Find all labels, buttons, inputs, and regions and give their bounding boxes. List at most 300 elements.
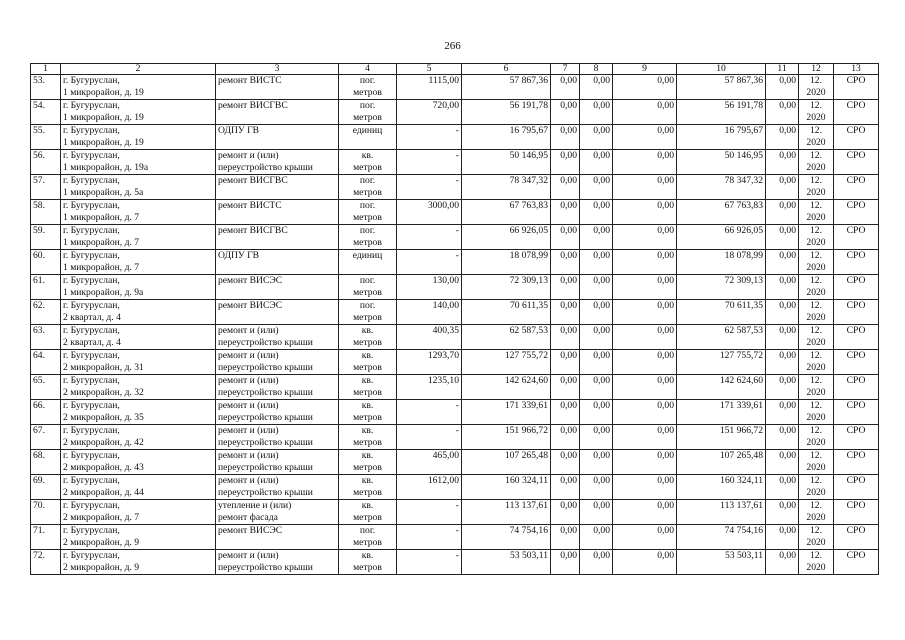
address-cell-line: 1 микрорайон, д. 7 — [63, 262, 140, 273]
col8-cell — [580, 425, 613, 450]
source-cell — [834, 300, 879, 325]
col9-cell — [613, 500, 677, 525]
quantity-cell-line: - — [455, 425, 459, 436]
unit-cell — [339, 275, 397, 300]
work-type-cell — [216, 450, 339, 475]
deadline-cell-line: 12. — [810, 75, 822, 86]
unit-cell-line: кв. — [361, 325, 374, 336]
total-cost-cell-line: 67 763,83 — [509, 200, 548, 211]
col9-cell-line: 0,00 — [657, 200, 674, 211]
total-cost-cell — [462, 525, 551, 550]
col10-cell — [677, 200, 766, 225]
deadline-cell — [799, 175, 834, 200]
unit-cell-line: метров — [353, 187, 382, 198]
quantity-cell — [397, 400, 462, 425]
address-cell-line: г. Бугуруслан, — [63, 375, 120, 386]
col10-cell-line: 78 347,32 — [724, 175, 763, 186]
col10-cell — [677, 225, 766, 250]
source-cell — [834, 450, 879, 475]
unit-cell — [339, 525, 397, 550]
col9-cell-line: 0,00 — [657, 175, 674, 186]
col8-cell-line: 0,00 — [593, 375, 610, 386]
address-cell-line: г. Бугуруслан, — [63, 125, 120, 136]
deadline-cell — [799, 300, 834, 325]
col11-cell — [766, 350, 799, 375]
col7-cell-line: 0,00 — [560, 250, 577, 261]
col7-cell — [551, 225, 580, 250]
unit-cell-line: пог. — [359, 200, 376, 211]
quantity-cell-line: - — [455, 550, 459, 561]
quantity-cell-line: 1293,70 — [427, 350, 459, 361]
address-cell — [61, 225, 216, 250]
address-cell — [61, 450, 216, 475]
address-cell — [61, 75, 216, 100]
unit-cell — [339, 475, 397, 500]
repair-register-table — [30, 63, 879, 575]
quantity-cell-line: - — [455, 125, 459, 136]
col8-cell-line: 0,00 — [593, 500, 610, 511]
deadline-cell-line: 12. — [810, 125, 822, 136]
col7-cell-line: 0,00 — [560, 500, 577, 511]
deadline-cell-line: 12. — [810, 175, 822, 186]
source-cell — [834, 200, 879, 225]
unit-cell-line: пог. — [359, 300, 376, 311]
row-number — [31, 550, 61, 575]
col9-cell-line: 0,00 — [657, 500, 674, 511]
unit-cell-line: пог. — [359, 225, 376, 236]
col11-cell-line: 0,00 — [779, 350, 796, 361]
deadline-cell — [799, 475, 834, 500]
address-cell-line: 2 микрорайон, д. 35 — [63, 412, 144, 423]
col11-cell — [766, 550, 799, 575]
col8-cell — [580, 475, 613, 500]
deadline-cell — [799, 500, 834, 525]
table-row — [31, 350, 879, 375]
quantity-cell — [397, 150, 462, 175]
deadline-cell — [799, 250, 834, 275]
address-cell — [61, 300, 216, 325]
work-type-cell-line: ремонт ВИСЭС — [218, 525, 283, 536]
work-type-cell-line: переустройство крыши — [218, 387, 313, 398]
work-type-cell-line: ремонт и (или) — [218, 325, 279, 336]
col10-cell — [677, 400, 766, 425]
row-number-line: 69. — [33, 475, 45, 486]
quantity-cell — [397, 525, 462, 550]
address-cell-line: 1 микрорайон, д. 19 — [63, 112, 144, 123]
work-type-cell — [216, 175, 339, 200]
deadline-cell-line: 2020 — [806, 162, 826, 173]
quantity-cell-line: 1115,00 — [428, 75, 459, 86]
unit-cell — [339, 325, 397, 350]
source-cell-line: СРО — [846, 550, 866, 561]
address-cell-line: г. Бугуруслан, — [63, 325, 120, 336]
unit-cell-line: метров — [353, 312, 382, 323]
col8-cell-line: 0,00 — [593, 400, 610, 411]
unit-cell — [339, 425, 397, 450]
col11-cell-line: 0,00 — [779, 325, 796, 336]
table-row — [31, 450, 879, 475]
address-cell — [61, 400, 216, 425]
col8-cell-line: 0,00 — [593, 200, 610, 211]
col10-cell — [677, 350, 766, 375]
deadline-cell — [799, 125, 834, 150]
address-cell — [61, 375, 216, 400]
table-row — [31, 175, 879, 200]
column-header-4: 4 — [339, 64, 397, 75]
col7-cell — [551, 500, 580, 525]
unit-cell — [339, 250, 397, 275]
column-number-row — [31, 64, 879, 75]
col11-cell-line: 0,00 — [779, 125, 796, 136]
total-cost-cell — [462, 325, 551, 350]
source-cell — [834, 525, 879, 550]
unit-cell-line: единиц — [352, 250, 383, 261]
col8-cell-line: 0,00 — [593, 225, 610, 236]
deadline-cell-line: 12. — [810, 325, 822, 336]
source-cell-line: СРО — [846, 100, 866, 111]
quantity-cell — [397, 225, 462, 250]
work-type-cell — [216, 525, 339, 550]
table-row — [31, 250, 879, 275]
col11-cell-line: 0,00 — [779, 500, 796, 511]
table-row — [31, 200, 879, 225]
col9-cell-line: 0,00 — [657, 225, 674, 236]
address-cell — [61, 425, 216, 450]
address-cell-line: г. Бугуруслан, — [63, 275, 120, 286]
col8-cell-line: 0,00 — [593, 450, 610, 461]
row-number — [31, 450, 61, 475]
work-type-cell — [216, 500, 339, 525]
col10-cell — [677, 500, 766, 525]
source-cell-line: СРО — [846, 200, 866, 211]
total-cost-cell-line: 160 324,11 — [505, 475, 548, 486]
quantity-cell — [397, 375, 462, 400]
table-row — [31, 525, 879, 550]
col7-cell — [551, 525, 580, 550]
col7-cell-line: 0,00 — [560, 75, 577, 86]
column-header-9: 9 — [613, 64, 677, 75]
table-row — [31, 425, 879, 450]
col9-cell-line: 0,00 — [657, 275, 674, 286]
col9-cell — [613, 250, 677, 275]
quantity-cell-line: - — [455, 150, 459, 161]
col9-cell-line: 0,00 — [657, 250, 674, 261]
col7-cell-line: 0,00 — [560, 175, 577, 186]
deadline-cell-line: 2020 — [806, 362, 826, 373]
deadline-cell-line: 12. — [810, 300, 822, 311]
row-number-line: 57. — [33, 175, 45, 186]
address-cell-line: 1 микрорайон, д. 5а — [63, 187, 144, 198]
address-cell — [61, 325, 216, 350]
col10-cell-line: 18 078,99 — [724, 250, 763, 261]
col9-cell-line: 0,00 — [657, 350, 674, 361]
total-cost-cell — [462, 500, 551, 525]
address-cell-line: 2 микрорайон, д. 7 — [63, 512, 140, 523]
unit-cell-line: пог. — [359, 75, 376, 86]
work-type-cell-line: ОДПУ ГВ — [218, 250, 260, 261]
unit-cell-line: метров — [353, 387, 382, 398]
row-number — [31, 350, 61, 375]
col7-cell — [551, 75, 580, 100]
row-number — [31, 400, 61, 425]
work-type-cell — [216, 275, 339, 300]
address-cell — [61, 200, 216, 225]
deadline-cell-line: 12. — [810, 350, 822, 361]
row-number — [31, 425, 61, 450]
col10-cell-line: 113 137,61 — [720, 500, 763, 511]
source-cell — [834, 400, 879, 425]
col11-cell-line: 0,00 — [779, 375, 796, 386]
total-cost-cell-line: 57 867,36 — [509, 75, 548, 86]
col9-cell — [613, 450, 677, 475]
unit-cell-line: кв. — [361, 375, 374, 386]
unit-cell — [339, 300, 397, 325]
source-cell — [834, 500, 879, 525]
work-type-cell-line: переустройство крыши — [218, 487, 313, 498]
table-row — [31, 375, 879, 400]
col10-cell — [677, 475, 766, 500]
quantity-cell-line: 1235,10 — [427, 375, 459, 386]
work-type-cell — [216, 550, 339, 575]
deadline-cell — [799, 150, 834, 175]
work-type-cell — [216, 125, 339, 150]
address-cell-line: 1 микрорайон, д. 19 — [63, 87, 144, 98]
col8-cell-line: 0,00 — [593, 475, 610, 486]
deadline-cell-line: 2020 — [806, 337, 826, 348]
address-cell-line: 2 микрорайон, д. 42 — [63, 437, 144, 448]
source-cell-line: СРО — [846, 425, 866, 436]
col11-cell — [766, 425, 799, 450]
col8-cell — [580, 250, 613, 275]
unit-cell — [339, 100, 397, 125]
row-number-line: 63. — [33, 325, 45, 336]
total-cost-cell-line: 78 347,32 — [509, 175, 548, 186]
table-row — [31, 75, 879, 100]
work-type-cell-line: ремонт и (или) — [218, 350, 279, 361]
col7-cell-line: 0,00 — [560, 550, 577, 561]
source-cell-line: СРО — [846, 450, 866, 461]
quantity-cell — [397, 75, 462, 100]
unit-cell-line: метров — [353, 537, 382, 548]
total-cost-cell-line: 127 755,72 — [504, 350, 548, 361]
col11-cell-line: 0,00 — [779, 100, 796, 111]
address-cell — [61, 250, 216, 275]
unit-cell-line: метров — [353, 562, 382, 573]
work-type-cell — [216, 75, 339, 100]
address-cell-line: г. Бугуруслан, — [63, 225, 120, 236]
address-cell-line: 1 микрорайон, д. 19 — [63, 137, 144, 148]
col10-cell-line: 151 966,72 — [719, 425, 763, 436]
quantity-cell-line: 140,00 — [432, 300, 459, 311]
total-cost-cell-line: 107 265,48 — [504, 450, 548, 461]
col11-cell — [766, 500, 799, 525]
source-cell-line: СРО — [846, 325, 866, 336]
source-cell — [834, 100, 879, 125]
col8-cell-line: 0,00 — [593, 250, 610, 261]
col8-cell-line: 0,00 — [593, 175, 610, 186]
quantity-cell — [397, 275, 462, 300]
col11-cell — [766, 525, 799, 550]
col11-cell — [766, 175, 799, 200]
total-cost-cell-line: 50 146,95 — [509, 150, 548, 161]
unit-cell-line: метров — [353, 512, 382, 523]
deadline-cell — [799, 225, 834, 250]
deadline-cell-line: 12. — [810, 275, 822, 286]
col9-cell-line: 0,00 — [657, 125, 674, 136]
deadline-cell-line: 12. — [810, 150, 822, 161]
col9-cell — [613, 400, 677, 425]
total-cost-cell — [462, 550, 551, 575]
col9-cell — [613, 350, 677, 375]
row-number — [31, 75, 61, 100]
address-cell — [61, 125, 216, 150]
col8-cell-line: 0,00 — [593, 325, 610, 336]
col11-cell-line: 0,00 — [779, 550, 796, 561]
column-header-1: 1 — [31, 64, 61, 75]
address-cell — [61, 550, 216, 575]
address-cell-line: 2 микрорайон, д. 9 — [63, 537, 140, 548]
total-cost-cell-line: 113 137,61 — [505, 500, 548, 511]
quantity-cell — [397, 100, 462, 125]
total-cost-cell-line: 74 754,16 — [509, 525, 548, 536]
col7-cell-line: 0,00 — [560, 150, 577, 161]
col8-cell — [580, 300, 613, 325]
deadline-cell-line: 2020 — [806, 112, 826, 123]
quantity-cell-line: 720,00 — [432, 100, 459, 111]
row-number — [31, 200, 61, 225]
deadline-cell — [799, 200, 834, 225]
col10-cell-line: 16 795,67 — [724, 125, 763, 136]
unit-cell — [339, 125, 397, 150]
source-cell-line: СРО — [846, 400, 866, 411]
address-cell — [61, 150, 216, 175]
row-number — [31, 175, 61, 200]
work-type-cell-line: ремонт и (или) — [218, 400, 279, 411]
total-cost-cell-line: 72 309,13 — [509, 275, 548, 286]
row-number-line: 65. — [33, 375, 45, 386]
address-cell-line: 1 микрорайон, д. 7 — [63, 237, 140, 248]
deadline-cell-line: 12. — [810, 250, 822, 261]
deadline-cell — [799, 450, 834, 475]
col11-cell — [766, 400, 799, 425]
col10-cell-line: 50 146,95 — [724, 150, 763, 161]
table-row — [31, 150, 879, 175]
deadline-cell — [799, 275, 834, 300]
unit-cell-line: метров — [353, 487, 382, 498]
total-cost-cell — [462, 125, 551, 150]
col9-cell — [613, 125, 677, 150]
deadline-cell — [799, 325, 834, 350]
work-type-cell-line: ремонт ВИСЭС — [218, 275, 283, 286]
address-cell-line: г. Бугуруслан, — [63, 425, 120, 436]
column-header-8: 8 — [580, 64, 613, 75]
source-cell-line: СРО — [846, 300, 866, 311]
col7-cell-line: 0,00 — [560, 200, 577, 211]
unit-cell-line: кв. — [361, 150, 374, 161]
work-type-cell-line: ремонт и (или) — [218, 425, 279, 436]
unit-cell-line: кв. — [361, 500, 374, 511]
source-cell — [834, 550, 879, 575]
column-header-5: 5 — [397, 64, 462, 75]
col9-cell-line: 0,00 — [657, 325, 674, 336]
col10-cell-line: 107 265,48 — [719, 450, 763, 461]
col7-cell — [551, 150, 580, 175]
deadline-cell-line: 2020 — [806, 87, 826, 98]
quantity-cell-line: 465,00 — [432, 450, 459, 461]
address-cell-line: 2 микрорайон, д. 32 — [63, 387, 144, 398]
col11-cell-line: 0,00 — [779, 425, 796, 436]
source-cell-line: СРО — [846, 275, 866, 286]
address-cell — [61, 525, 216, 550]
col9-cell-line: 0,00 — [657, 100, 674, 111]
col10-cell-line: 67 763,83 — [724, 200, 763, 211]
col9-cell — [613, 300, 677, 325]
deadline-cell — [799, 350, 834, 375]
table-row — [31, 550, 879, 575]
total-cost-cell — [462, 225, 551, 250]
work-type-cell-line: ремонт и (или) — [218, 550, 279, 561]
deadline-cell-line: 12. — [810, 500, 822, 511]
address-cell-line: 2 квартал, д. 4 — [63, 337, 121, 348]
source-cell — [834, 75, 879, 100]
row-number-line: 64. — [33, 350, 45, 361]
unit-cell-line: пог. — [359, 275, 376, 286]
col7-cell — [551, 375, 580, 400]
deadline-cell-line: 2020 — [806, 562, 826, 573]
col7-cell-line: 0,00 — [560, 375, 577, 386]
work-type-cell — [216, 200, 339, 225]
col11-cell-line: 0,00 — [779, 175, 796, 186]
col8-cell-line: 0,00 — [593, 425, 610, 436]
source-cell — [834, 275, 879, 300]
col10-cell-line: 72 309,13 — [724, 275, 763, 286]
col7-cell-line: 0,00 — [560, 275, 577, 286]
col8-cell — [580, 150, 613, 175]
deadline-cell-line: 12. — [810, 200, 822, 211]
col7-cell-line: 0,00 — [560, 125, 577, 136]
address-cell-line: 1 микрорайон, д. 9а — [63, 287, 144, 298]
quantity-cell-line: 3000,00 — [427, 200, 459, 211]
row-number — [31, 250, 61, 275]
deadline-cell-line: 2020 — [806, 487, 826, 498]
col10-cell-line: 160 324,11 — [720, 475, 763, 486]
deadline-cell — [799, 550, 834, 575]
unit-cell-line: метров — [353, 237, 382, 248]
work-type-cell-line: переустройство крыши — [218, 162, 313, 173]
row-number — [31, 100, 61, 125]
col9-cell-line: 0,00 — [657, 475, 674, 486]
col7-cell — [551, 325, 580, 350]
col11-cell-line: 0,00 — [779, 400, 796, 411]
row-number — [31, 125, 61, 150]
col9-cell-line: 0,00 — [657, 450, 674, 461]
quantity-cell — [397, 425, 462, 450]
column-header-2: 2 — [61, 64, 216, 75]
deadline-cell-line: 12. — [810, 450, 822, 461]
deadline-cell — [799, 100, 834, 125]
col11-cell — [766, 100, 799, 125]
unit-cell-line: кв. — [361, 400, 374, 411]
quantity-cell — [397, 200, 462, 225]
address-cell — [61, 100, 216, 125]
table-row — [31, 275, 879, 300]
col7-cell-line: 0,00 — [560, 425, 577, 436]
column-header-10: 10 — [677, 64, 766, 75]
table-row — [31, 500, 879, 525]
quantity-cell — [397, 450, 462, 475]
col7-cell — [551, 550, 580, 575]
col7-cell-line: 0,00 — [560, 400, 577, 411]
